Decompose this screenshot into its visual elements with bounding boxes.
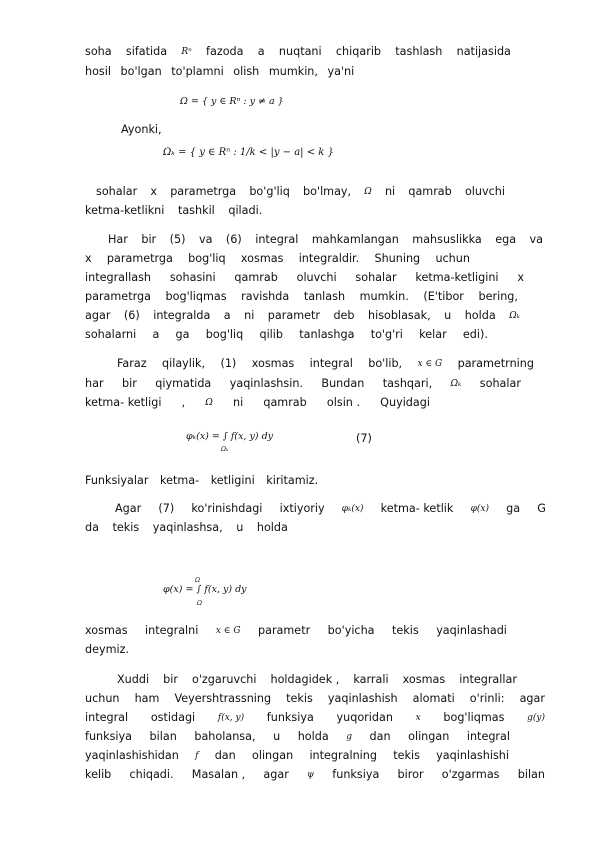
word: dan (214, 749, 236, 762)
word: sifatida (125, 45, 168, 58)
word: uchun (85, 692, 120, 705)
word: ravishda (241, 290, 290, 303)
word: yaqinlashish (327, 692, 398, 705)
word: mahkamlangan (311, 233, 399, 246)
word: Masalan , (191, 768, 246, 781)
word: tanlash (303, 290, 346, 303)
word: holda (464, 309, 496, 322)
word: deb (333, 309, 355, 322)
word: kelib (85, 768, 112, 781)
text-line-5: ketma-ketlikni tashkil qiladi. (85, 204, 263, 217)
word: o'zgarmas (441, 768, 500, 781)
text-line-25 (85, 768, 545, 782)
text-line-22 (85, 711, 545, 725)
word: bo'lib, (368, 357, 403, 370)
word: xosmas (85, 624, 128, 637)
word: bo'lmay, (303, 185, 352, 198)
word: integral (309, 357, 353, 370)
g-y-symbol: g(y) (527, 713, 545, 723)
word: alomati (412, 692, 455, 705)
word: baholansa, (194, 730, 256, 743)
word: funksiya (266, 711, 314, 724)
word: funksiya (85, 730, 133, 743)
word: ketma- ketlik (380, 502, 454, 515)
word: integralni (145, 624, 199, 637)
psi-symbol: ψ (307, 770, 315, 780)
word: Veyershtrassning (174, 692, 272, 705)
word: x (150, 185, 157, 198)
word: Bundan (321, 377, 365, 390)
text-line-8 (85, 271, 524, 285)
text-line-6 (108, 233, 543, 247)
word: bog'liq (205, 328, 244, 341)
word: sohalar (355, 271, 397, 284)
word: yaqinlashishidan (85, 749, 179, 762)
text-line-12 (117, 357, 534, 371)
x-in-g-symbol: x ∈ G (215, 626, 241, 636)
word: qamrab (408, 185, 452, 198)
word: integrallash (85, 271, 152, 284)
word: olsin . (326, 396, 361, 409)
word: karrali (353, 673, 389, 686)
phi-k-symbol: φₖ(x) (341, 504, 364, 514)
word: sohalar (96, 185, 138, 198)
word: a (223, 309, 231, 322)
omega-k-symbol: Ωₖ (450, 379, 462, 389)
text-line-19: deymiz. (85, 643, 130, 656)
word: Shuning (374, 252, 421, 265)
word: chiqadi. (129, 768, 174, 781)
equation-number: (7) (356, 432, 372, 445)
word: va (198, 233, 213, 246)
word: ixtiyoriy (279, 502, 325, 515)
formula-phi: φ(x) = ∫ f(x, y) dy (163, 584, 247, 595)
word: biror (397, 768, 424, 781)
word: hisoblasak, (368, 309, 431, 322)
word: ga (506, 502, 521, 515)
formula-omega: Ω = { y ∈ Rⁿ : y ≠ a } (180, 96, 284, 107)
text-line-10 (85, 309, 520, 323)
word: G (537, 502, 546, 515)
word: sohalar (479, 377, 521, 390)
word: integralda (153, 309, 211, 322)
word: mumkin. (359, 290, 409, 303)
word: fazoda (206, 45, 244, 58)
text-line-20 (117, 673, 517, 687)
word: va (529, 233, 543, 246)
word: integrallar (459, 673, 517, 686)
integral-lower-limit: Ω (197, 600, 202, 607)
integral-lower-limit: Ωₖ (221, 446, 229, 453)
word: parametrga (85, 290, 151, 303)
word: ham (134, 692, 160, 705)
word: oluvchi (296, 271, 337, 284)
word: xosmas (402, 673, 446, 686)
text-line-13 (85, 377, 521, 391)
word: tashlash (395, 45, 443, 58)
word: ega (495, 233, 517, 246)
word: o'rinli: (469, 692, 505, 705)
word: bir (163, 673, 178, 686)
text-line-18 (85, 624, 507, 638)
word: funksiya (332, 768, 380, 781)
word: bering, (478, 290, 518, 303)
word: bir (141, 233, 157, 246)
word: integral (85, 711, 129, 724)
word: qamrab (263, 396, 307, 409)
word: u (444, 309, 452, 322)
word: bo'g'liq (249, 185, 290, 198)
f-symbol: f (195, 751, 199, 761)
word: bog'liqmas (443, 711, 505, 724)
text-line-23 (85, 730, 510, 744)
word: to'g'ri (370, 328, 403, 341)
text-line-16 (115, 502, 546, 516)
word: olingan (252, 749, 294, 762)
word: nuqtani (278, 45, 322, 58)
word: Har (108, 233, 128, 246)
text-line-1 (85, 45, 511, 59)
word: tekis (393, 749, 420, 762)
word: edi). (462, 328, 488, 341)
word: xosmas (251, 357, 295, 370)
word: dan (369, 730, 391, 743)
word: holda (297, 730, 329, 743)
word: ni (384, 185, 396, 198)
word: uchun (435, 252, 470, 265)
word: parametrga (170, 185, 237, 198)
word: (1) (220, 357, 237, 370)
word: bir (121, 377, 137, 390)
word: a (152, 328, 160, 341)
word: u (273, 730, 281, 743)
text-line-14 (85, 396, 430, 410)
g-symbol: g (346, 732, 352, 742)
word: bilan (517, 768, 545, 781)
rn-symbol: Rⁿ (181, 47, 192, 57)
word: parametr (267, 309, 320, 322)
x-symbol: x (415, 713, 421, 723)
word: bo'yicha (327, 624, 375, 637)
omega-symbol: Ω (364, 187, 372, 197)
word: xosmas (240, 252, 284, 265)
text-line-11 (85, 328, 488, 342)
integral-upper-limit: Ω (195, 577, 200, 584)
word: ni (244, 309, 255, 322)
text-line-2: hosil bo'lgan to'plamni olish mumkin, ya'ni (85, 65, 355, 78)
word: parametrga (106, 252, 173, 265)
word: Quyidagi (380, 396, 430, 409)
word: yaqinlashishi (436, 749, 509, 762)
word: kelar (419, 328, 447, 341)
word: ostidagi (150, 711, 196, 724)
word: ketma-ketligini (415, 271, 499, 284)
word: mahsuslikka (412, 233, 482, 246)
word: soha (85, 45, 112, 58)
word: yaqinlashadi (436, 624, 507, 637)
word: integral (255, 233, 299, 246)
word: o'zgaruvchi (192, 673, 257, 686)
word: agar (85, 309, 111, 322)
word: ketma- ketligi (85, 396, 162, 409)
text-line-3: Ayonki, (121, 123, 162, 136)
word: agar (519, 692, 545, 705)
word: har (85, 377, 104, 390)
word: holdagidek , (270, 673, 340, 686)
word: (E'tibor (423, 290, 464, 303)
word: integraldir. (298, 252, 360, 265)
word: yaqinlashsin. (229, 377, 303, 390)
omega-k-symbol: Ωₖ (509, 311, 520, 321)
word: bog'liqmas (165, 290, 227, 303)
word: parametr (258, 624, 311, 637)
word: olingan (408, 730, 450, 743)
word: qilib (259, 328, 283, 341)
word: x (85, 252, 92, 265)
word: bilan (149, 730, 177, 743)
word: x (517, 271, 524, 284)
word: tekis (286, 692, 313, 705)
word: oluvchi (464, 185, 505, 198)
text-line-15: Funksiyalar ketma- ketligini kiritamiz. (85, 474, 319, 487)
word: tekis (392, 624, 419, 637)
x-in-g-symbol: x ∈ G (417, 359, 443, 369)
word: tashqari, (382, 377, 433, 390)
f-xy-symbol: f(x, y) (217, 713, 245, 723)
text-line-4 (96, 185, 505, 199)
word: parametrning (457, 357, 534, 370)
word: natijasida (456, 45, 511, 58)
phi-symbol: φ(x) (470, 504, 489, 514)
word: qamrab (234, 271, 278, 284)
word: ko'rinishdagi (191, 502, 263, 515)
word: Xuddi (117, 673, 150, 686)
text-line-17: da tekis yaqinlashsa, u holda (85, 521, 288, 534)
word: sohasini (169, 271, 216, 284)
text-line-24 (85, 749, 509, 763)
word: integral (466, 730, 510, 743)
word: Agar (115, 502, 142, 515)
text-line-9 (85, 290, 518, 304)
word: qiymatida (155, 377, 212, 390)
word: a (257, 45, 265, 58)
word: (5) (169, 233, 186, 246)
word: tanlashga (299, 328, 355, 341)
word: integralning (309, 749, 377, 762)
word: (7) (158, 502, 175, 515)
word: agar (263, 768, 289, 781)
word: bog'liq (188, 252, 226, 265)
formula-omega-k: Ωₖ = { y ∈ Rⁿ : 1/k < |y − a| < k } (163, 147, 334, 158)
text-line-21 (85, 692, 545, 706)
word: ni (232, 396, 244, 409)
word: qilaylik, (162, 357, 206, 370)
text-line-7 (85, 252, 470, 266)
word: yuqoridan (336, 711, 393, 724)
omega-symbol: Ω (205, 398, 213, 408)
word: sohalarni (85, 328, 137, 341)
word: (6) (225, 233, 242, 246)
formula-phi-k: φₖ(x) = ∫ f(x, y) dy (186, 431, 274, 442)
word: Faraz (117, 357, 147, 370)
word: ga (175, 328, 190, 341)
word: (6) (123, 309, 140, 322)
word: chiqarib (335, 45, 382, 58)
word: , (181, 396, 186, 409)
